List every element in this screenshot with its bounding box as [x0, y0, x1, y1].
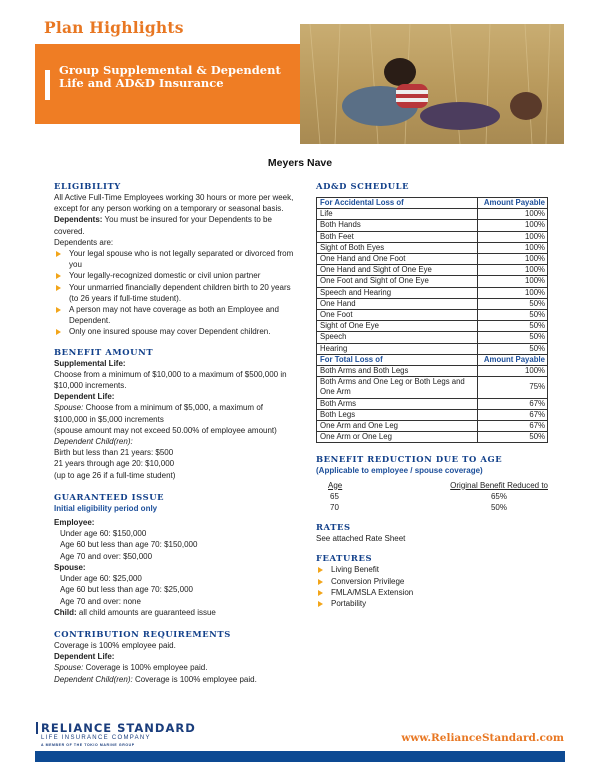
loss-type-cell: One Hand and One Foot — [317, 254, 478, 265]
table-row — [317, 254, 548, 265]
table-header-row — [317, 198, 548, 209]
logo-tagline: A MEMBER OF THE TOKIO MARINE GROUP — [41, 743, 135, 747]
amount-cell: 67% — [478, 421, 548, 432]
company-name: Meyers Nave — [267, 157, 333, 169]
rates-text: See attached Rate Sheet — [316, 534, 406, 544]
spouse-line: Under age 60: $25,000 — [60, 574, 142, 584]
feature-item — [316, 587, 548, 598]
loss-type-cell: Both Feet — [317, 231, 478, 242]
feature-text: Living Benefit — [331, 565, 380, 575]
feature-text: FMLA/MSLA Extension — [331, 587, 414, 597]
table-row — [317, 276, 548, 287]
dependents-text — [54, 214, 294, 236]
table-row — [317, 298, 548, 309]
list-item-text: Only one insured spouse may cover Dependent children. — [69, 327, 271, 337]
table-row — [317, 321, 548, 332]
contribution-heading: CONTRIBUTION REQUIREMENTS — [54, 628, 231, 639]
triangle-bullet-icon — [318, 579, 323, 585]
amount-cell: Amount Payable — [478, 354, 548, 365]
table-row — [317, 220, 548, 231]
loss-type-cell: Both Hands — [317, 220, 478, 231]
amount-cell: 100% — [478, 254, 548, 265]
list-item-text: Your legal spouse who is not legally separated or divorced from you — [69, 249, 294, 270]
table-row — [317, 421, 548, 432]
rates-heading: RATES — [316, 522, 351, 533]
reduction-age: 70 — [330, 503, 339, 513]
benefit-reduction-subheading: (Applicable to employee / spouse coverage) — [316, 466, 483, 476]
left-column — [54, 180, 294, 685]
triangle-bullet-icon — [56, 307, 61, 313]
triangle-bullet-icon — [318, 601, 323, 607]
logo-name: RELIANCE STANDARD — [36, 722, 196, 734]
spouse-note: (spouse amount may not exceed 50.00% of employee amount) — [54, 425, 277, 435]
reduction-percent: 65% — [490, 491, 507, 501]
child-line: Birth but less than 21 years: $500 — [54, 448, 174, 458]
child-text: all child amounts are guaranteed issue — [76, 607, 216, 617]
footer-bar — [35, 751, 565, 762]
supplemental-life-label: Supplemental Life: — [54, 358, 126, 368]
child-label: Dependent Child(ren): — [54, 437, 133, 447]
table-row — [317, 209, 548, 220]
table-row — [317, 287, 548, 298]
reduction-row — [316, 491, 548, 502]
loss-type-cell: One Hand — [317, 298, 478, 309]
loss-type-cell: Sight of One Eye — [317, 321, 478, 332]
list-item — [54, 326, 294, 337]
spouse-label: Spouse: — [54, 562, 86, 572]
amount-cell: 100% — [478, 209, 548, 220]
reduction-percent: 50% — [490, 503, 507, 513]
table-row — [317, 242, 548, 253]
triangle-bullet-icon — [318, 590, 323, 596]
table-row — [317, 366, 548, 377]
amount-cell: Amount Payable — [478, 198, 548, 209]
amount-cell: 50% — [478, 321, 548, 332]
table-row — [317, 332, 548, 343]
employee-line: Under age 60: $150,000 — [60, 529, 147, 539]
loss-type-cell: Both Arms — [317, 398, 478, 409]
employee-label: Employee: — [54, 518, 95, 528]
add-schedule-body — [317, 198, 548, 443]
amount-cell: 100% — [478, 287, 548, 298]
spouse-line: Age 60 but less than age 70: $25,000 — [60, 585, 193, 595]
page-title: Plan Highlights — [44, 18, 184, 37]
triangle-bullet-icon — [56, 273, 61, 279]
table-row — [317, 310, 548, 321]
spouse-text: Coverage is 100% employee paid. — [83, 663, 208, 673]
table-row — [317, 409, 548, 420]
table-row — [317, 398, 548, 409]
child-contribution — [54, 674, 294, 685]
loss-type-cell: Both Arms and One Leg or Both Legs and One Arm — [317, 377, 478, 398]
amount-cell: 67% — [478, 398, 548, 409]
dependent-life-label: Dependent Life: — [54, 392, 115, 402]
list-item — [54, 282, 294, 304]
feature-item — [316, 576, 548, 587]
list-item-text: Your legally-recognized domestic or civil union partner — [69, 271, 261, 281]
benefit-reduction-heading: BENEFIT REDUCTION DUE TO AGE — [316, 454, 503, 465]
list-item-text: Your unmarried financially dependent children birth to 20 years (to 26 years if full-time student). — [69, 282, 291, 303]
feature-item — [316, 598, 548, 609]
child-text: Coverage is 100% employee paid. — [132, 674, 257, 684]
loss-type-cell: Speech — [317, 332, 478, 343]
spouse-benefit — [54, 402, 294, 424]
contribution-line: Coverage is 100% employee paid. — [54, 640, 176, 650]
reduction-col-age — [316, 480, 388, 491]
product-title: Group Supplemental & Dependent Life and AD&D Insurance — [59, 63, 281, 90]
table-row — [317, 265, 548, 276]
child-label: Dependent Child(ren): — [54, 674, 133, 684]
employee-line: Age 60 but less than age 70: $150,000 — [60, 540, 198, 550]
triangle-bullet-icon — [318, 567, 323, 573]
list-item-text: A person may not have coverage as both an Employee and Dependent. — [69, 305, 279, 326]
table-header-row — [317, 354, 548, 365]
amount-cell: 50% — [478, 332, 548, 343]
spouse-line: Age 70 and over: none — [60, 596, 141, 606]
eligibility-intro: All Active Full-Time Employees working 30 hours or more per week, except for any person working on a temporary or seasonal basis. — [54, 193, 294, 214]
dependents-label: Dependents: — [54, 215, 103, 225]
website-link[interactable]: www.RelianceStandard.com — [401, 732, 564, 744]
guaranteed-issue-heading: GUARANTEED ISSUE — [54, 491, 165, 502]
loss-type-cell: One Arm and One Leg — [317, 421, 478, 432]
age-header: Age — [328, 480, 343, 490]
loss-type-cell: Life — [317, 209, 478, 220]
loss-type-cell: One Foot and Sight of One Eye — [317, 276, 478, 287]
family-photo-icon — [300, 24, 564, 144]
feature-item — [316, 564, 548, 575]
amount-cell: 100% — [478, 366, 548, 377]
loss-type-cell: Both Legs — [317, 409, 478, 420]
loss-type-cell: For Total Loss of — [317, 354, 478, 365]
company-logo — [36, 722, 196, 748]
table-row — [317, 343, 548, 354]
amount-cell: 100% — [478, 242, 548, 253]
loss-type-cell: Both Arms and Both Legs — [317, 366, 478, 377]
child-line: (up to age 26 if a full-time student) — [54, 470, 176, 480]
benefit-header: Original Benefit Reduced to — [450, 480, 548, 490]
employee-line: Age 70 and over: $50,000 — [60, 551, 153, 561]
table-row — [317, 377, 548, 398]
feature-text: Conversion Privilege — [331, 576, 405, 586]
add-schedule-heading: AD&D SCHEDULE — [316, 181, 410, 191]
spouse-contribution — [54, 662, 294, 673]
child-label: Child: — [54, 607, 77, 617]
amount-cell: 100% — [478, 231, 548, 242]
triangle-bullet-icon — [56, 251, 61, 257]
amount-cell: 50% — [478, 298, 548, 309]
amount-cell: 100% — [478, 220, 548, 231]
table-row — [317, 432, 548, 443]
add-schedule-table — [316, 197, 548, 443]
loss-type-cell: Sight of Both Eyes — [317, 242, 478, 253]
loss-type-cell: Speech and Hearing — [317, 287, 478, 298]
list-item — [54, 304, 294, 326]
amount-cell: 50% — [478, 310, 548, 321]
amount-cell: 75% — [478, 377, 548, 398]
reduction-row — [316, 502, 548, 513]
dependents-description: You must be insured for your Dependents to be covered. — [54, 215, 272, 236]
right-column — [316, 180, 548, 609]
spouse-label: Spouse: — [54, 663, 84, 673]
dependents-are: Dependents are: — [54, 237, 114, 247]
eligibility-list — [54, 248, 294, 338]
feature-text: Portability — [331, 599, 367, 609]
amount-cell: 67% — [478, 409, 548, 420]
reduction-col-benefit — [388, 480, 548, 491]
features-heading: FEATURES — [316, 553, 373, 564]
amount-cell: 100% — [478, 265, 548, 276]
benefit-amount-heading: BENEFIT AMOUNT — [54, 346, 154, 357]
triangle-bullet-icon — [56, 285, 61, 291]
logo-subtitle: LIFE INSURANCE COMPANY — [41, 735, 151, 741]
spouse-label: Spouse: — [54, 403, 84, 413]
loss-type-cell: One Foot — [317, 310, 478, 321]
photo-illustration — [300, 24, 564, 144]
child-line: 21 years through age 20: $10,000 — [54, 459, 175, 469]
amount-cell: 50% — [478, 432, 548, 443]
spouse-text: Choose from a minimum of $5,000, a maximum of $100,000 in $5,000 increments — [54, 403, 263, 424]
title-band — [35, 44, 300, 124]
list-item — [54, 270, 294, 281]
table-row — [317, 231, 548, 242]
list-item — [54, 248, 294, 270]
loss-type-cell: Hearing — [317, 343, 478, 354]
supplemental-life-text: Choose from a minimum of $10,000 to a maximum of $500,000 in $10,000 increments. — [54, 369, 287, 391]
loss-type-cell: For Accidental Loss of — [317, 198, 478, 209]
reduction-age: 65 — [330, 491, 339, 501]
eligibility-heading: ELIGIBILITY — [54, 181, 121, 191]
loss-type-cell: One Arm or One Leg — [317, 432, 478, 443]
child-guarantee — [54, 607, 294, 618]
amount-cell: 100% — [478, 276, 548, 287]
amount-cell: 50% — [478, 343, 548, 354]
loss-type-cell: One Hand and Sight of One Eye — [317, 265, 478, 276]
dependent-life-label: Dependent Life: — [54, 652, 115, 662]
band-accent-bar — [45, 70, 50, 100]
guaranteed-issue-subheading: Initial eligibility period only — [54, 503, 158, 513]
reduction-header-row — [316, 480, 548, 491]
triangle-bullet-icon — [56, 329, 61, 335]
features-list — [316, 564, 548, 609]
